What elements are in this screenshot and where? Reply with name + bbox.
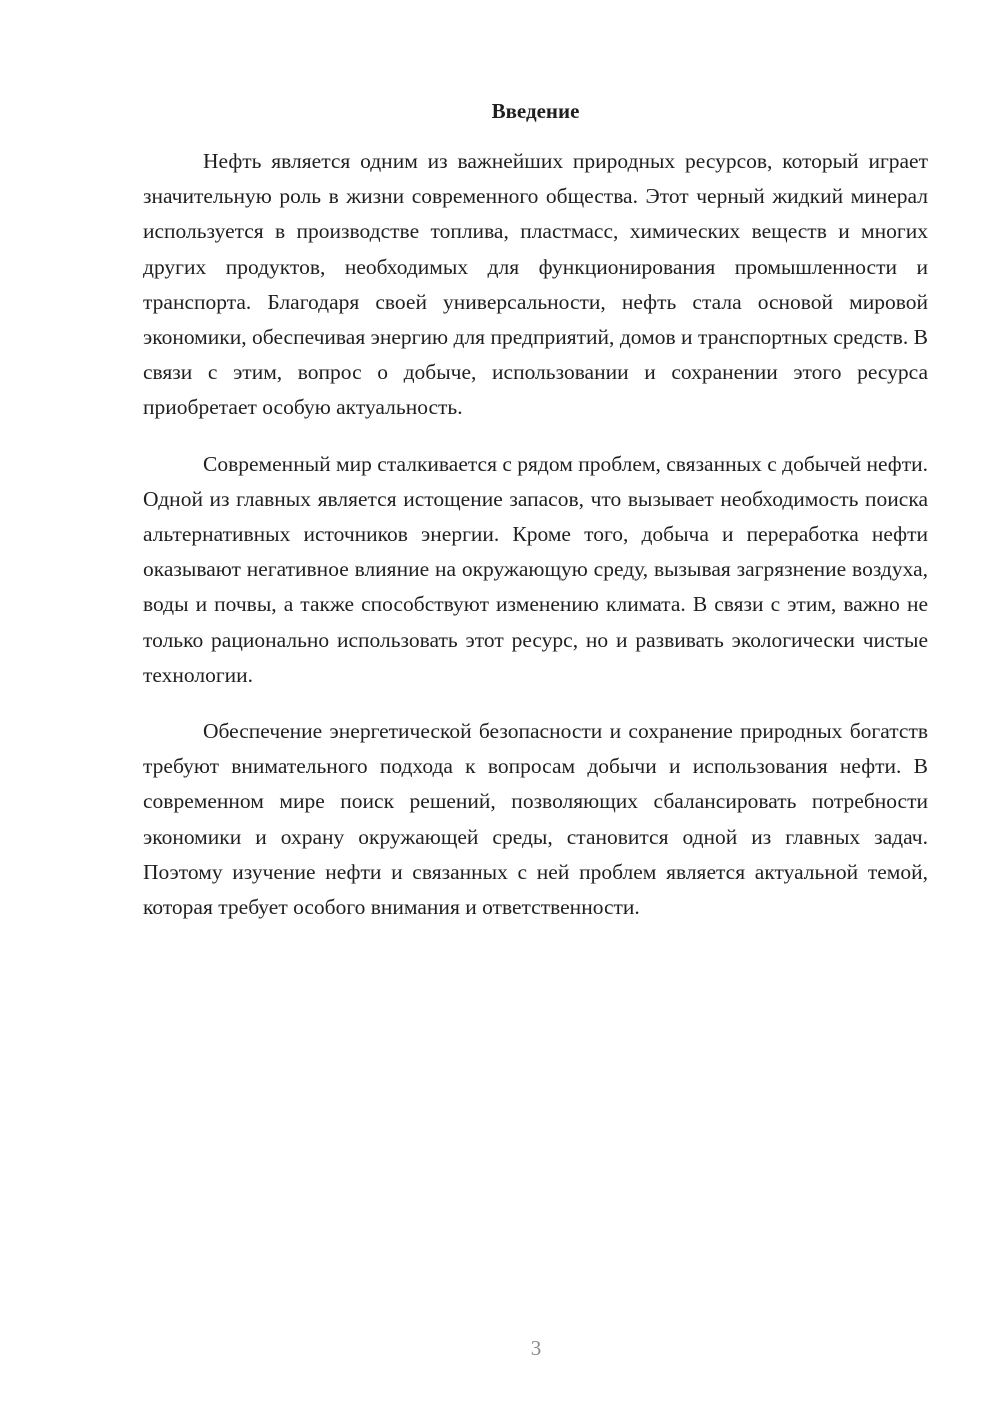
paragraph-3: Обеспечение энергетической безопасности и сохранение природных богатств требуют внимательного подхода к вопросам добычи и использования нефти. В современном мире поиск решений, позволяющих сбалансировать потребности экономики и охрану окружающей среды, становится одной из главных задач. Поэтому изучение нефти и связанных с ней проблем является актуальной темой, которая требует особого внимания и ответственности. — [143, 719, 928, 920]
body-text — [143, 144, 928, 946]
paragraph-1: Нефть является одним из важнейших природных ресурсов, который играет значительную роль в жизни современного общества. Этот черный жидкий минерал используется в производстве топлива, пластмасс, химических веществ и многих других продуктов, необходимых для функционирования промышленности и транспорта. Благодаря своей универсальности, нефть стала основой мировой экономики, обеспечивая энергию для предприятий, домов и транспортных средств. В связи с этим, вопрос о добыче, использовании и сохранении этого ресурса приобретает особую актуальность. — [143, 149, 928, 420]
section-heading: Введение — [491, 99, 580, 123]
paragraph-2: Современный мир сталкивается с рядом проблем, связанных с добычей нефти. Одной из главных является истощение запасов, что вызывает необходимость поиска альтернативных источников энергии. Кроме того, добыча и переработка нефти оказывают негативное влияние на окружающую среду, вызывая загрязнение воздуха, воды и почвы, а также способствуют изменению климата. В связи с этим, важно не только рационально использовать этот ресурс, но и развивать экологически чистые технологии. — [143, 451, 928, 687]
page-number: 3 — [530, 1336, 542, 1360]
